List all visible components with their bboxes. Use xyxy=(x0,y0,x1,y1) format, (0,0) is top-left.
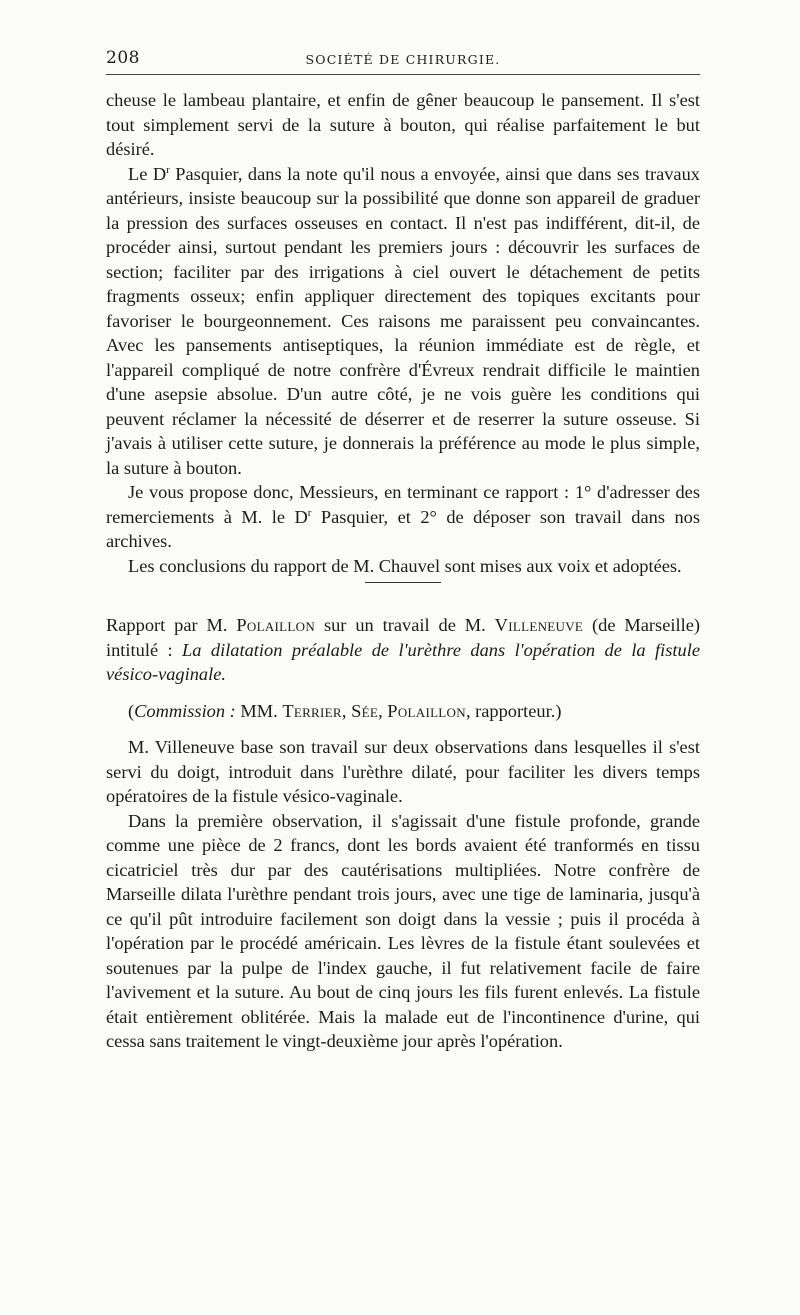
paragraph-continuation: cheuse le lambeau plantaire, et enfin de gêner beaucoup le pansement. Il s'est tout simplement servi de la suture à bouton, qui réalise parfaitement le but désiré. xyxy=(106,90,700,159)
text-run: Pasquier, dans la note qu'il nous a envoyée, ainsi que dans ses travaux antérieurs, insiste beaucoup sur la possibilité que donne son appareil de graduer la pression des surfaces osseuses en contact. Il n'est pas indifférent, dit-il, de procéder ainsi, surtout pendant les premiers jours : découvrir les surfaces de section; faciliter par des irrigations à ciel ouvert le détachement de petits fragments osseux; enfin appliquer directement des topiques excitants pour favoriser le bourgeonnement. Ces raisons me paraissent peu convaincantes. Avec les pansements antiseptiques, la réunion immédiate est de règle, et l'appareil compliqué de notre confrère d'Évreux rendrait difficile le maintien d'une asepsie absolue. D'un autre côté, je ne vois guère les conditions qui peuvent réclamer la nécessité de déserrer et de reserrer la suture osseuse. Si j'avais à utiliser cette suture, je donnerais la préférence au mode le plus simple, la suture à bouton. xyxy=(106,163,700,478)
text-run: , rapporteur. xyxy=(465,700,556,721)
paragraph-pasquier xyxy=(106,162,700,481)
text-run: (de Marseille) intitulé : xyxy=(106,615,700,660)
text-run: sur un travail de M. xyxy=(315,615,495,635)
commission-label: Commission : xyxy=(134,700,236,721)
page-header xyxy=(106,44,700,75)
member-name: Polaillon xyxy=(387,700,466,721)
text-run: , xyxy=(378,700,388,721)
author-name: Polaillon xyxy=(236,615,316,635)
paragraph-conclusions: Les conclusions du rapport de M. Chauvel sont mises aux voix et adoptées. xyxy=(128,555,682,576)
superscript: r xyxy=(307,506,312,519)
section-divider xyxy=(365,582,441,583)
running-title: SOCIÉTÉ DE CHIRURGIE. xyxy=(305,52,501,67)
text-run: Le D xyxy=(128,163,167,184)
body-text xyxy=(106,88,700,1054)
text-run: MM. xyxy=(240,700,283,721)
paragraph-proposal xyxy=(106,480,700,554)
paragraph-villeneuve: M. Villeneuve base son travail sur deux observations dans lesquelles il s'est servi du doigt, introduit dans l'urèthre dilaté, pour faciliter les divers temps opératoires de la fistule vésico-vaginale. xyxy=(106,737,700,806)
page-number: 208 xyxy=(106,48,140,68)
work-title: La dilatation préalable de l'urèthre dans l'opération de la fistule vésico-vaginale. xyxy=(106,639,700,684)
text-run: Pasquier, et 2° de déposer son travail dans nos archives. xyxy=(106,506,700,551)
author-name: Villeneuve xyxy=(494,615,584,635)
text-run: , xyxy=(341,700,352,721)
member-name: Sée xyxy=(351,700,379,721)
report-heading xyxy=(106,613,700,687)
text-run: Je vous propose donc, Messieurs, en terminant ce rapport : 1° d'adresser des remerciements à M. le D xyxy=(106,482,700,527)
commission-line: (Commission : MM. Terrier, Sée, Polaillon, rapporteur.) xyxy=(128,700,562,721)
text-run: Rapport par M. xyxy=(106,615,237,635)
paragraph-first-observation: Dans la première observation, il s'agissait d'une fistule profonde, grande comme une pièce de 2 francs, dont les bords avaient été tranformés en tissu cicatriciel très dur par des cautérisations multipliées. Notre confrère de Marseille dilata l'urèthre pendant trois jours, avec une tige de laminaria, jusqu'à ce qu'il pût introduire facilement son doigt dans la vessie ; puis il procéda à l'opération par le procédé américain. Les lèvres de la fistule étant soulevées et soutenues par la pulpe de l'index gauche, il fut relativement facile de faire l'avivement et la suture. Au bout de cinq jours les fils furent enlevés. La fistule était entièrement oblitérée. Mais la malade eut de l'incontinence d'urine, qui cessa sans traitement le vingt-deuxième jour après l'opération. xyxy=(106,810,700,1051)
member-name: Terrier xyxy=(282,700,342,721)
superscript: r xyxy=(166,163,170,176)
